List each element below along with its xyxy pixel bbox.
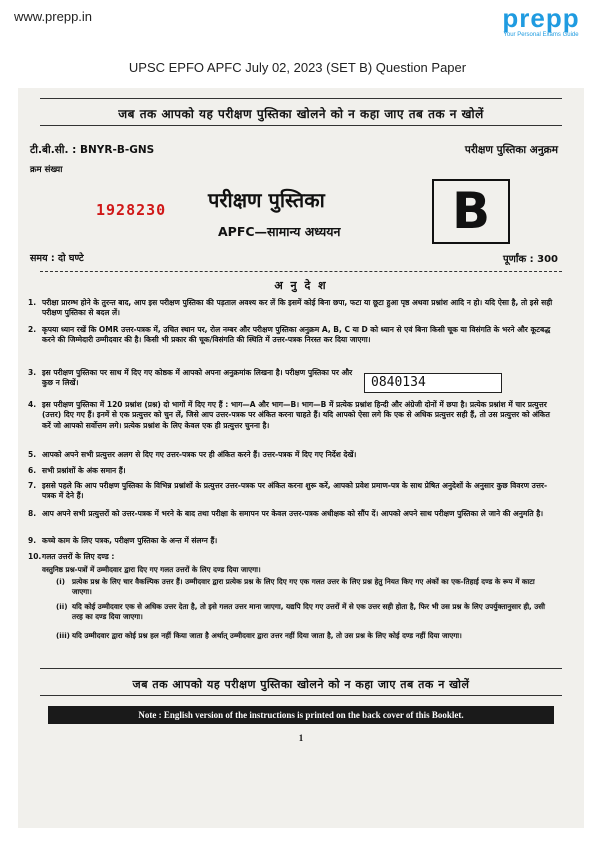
serial-number: 1928230 [96, 201, 167, 219]
instruction-text: आप अपने सभी प्रत्युत्तरों को उत्तर-पत्रक में भरने के बाद तथा परीक्षा के समापन पर केवल उत्तर-पत्रक अधीक्षक को सौंप दें। आपको अपने साथ परीक्षण पुस्तिका ले जाने की अनुमति है। [42, 509, 544, 518]
penalty-item-number: (i) [56, 577, 66, 586]
penalty-item [56, 631, 556, 641]
instruction-item [28, 298, 560, 319]
instruction-number: 10. [28, 552, 42, 561]
penalty-item-text: यदि कोई उम्मीदवार एक से अधिक उत्तर देता है, तो इसे गलत उत्तर माना जाएगा, यद्यपि दिए गए उत्तरों में से एक उत्तर सही होता है, फिर भी उस प्रश्न के लिए उपर्युक्तानुसार ही, उसी तरह का दण्ड दिया जाएगा। [72, 602, 545, 621]
instruction-number: 2. [28, 325, 37, 334]
brand-tagline: Your Personal Exams Guide [503, 32, 579, 38]
penalty-intro: वस्तुनिष्ठ प्रश्न-पत्रों में उम्मीदवार द्वारा दिए गए गलत उत्तरों के लिए दण्ड दिया जाएगा। [42, 565, 261, 574]
booklet-set-box: B [432, 179, 510, 244]
instruction-text: परीक्षा प्रारम्भ होने के तुरन्त बाद, आप इस परीक्षण पुस्तिका की पड़ताल अवश्य कर लें कि इसमें कोई बिना छपा, फटा या छूटा हुआ पृष्ठ अथवा प्रश्नांश आदि न हो। यदि ऐसा है, तो इसे सही परीक्षण पुस्तिका से बदल लें। [42, 298, 553, 318]
page-number: 1 [298, 733, 304, 743]
time-allowed: समय : दो घण्टे [30, 253, 84, 264]
instruction-number: 3. [28, 368, 37, 377]
instruction-item [28, 481, 560, 502]
divider [40, 98, 562, 99]
divider [40, 125, 562, 126]
instruction-item [28, 450, 560, 460]
instruction-text: इस परीक्षण पुस्तिका में 120 प्रश्नांश (प्रश्न) दो भागों में दिए गए हैं : भाग—A और भाग—B। भाग—B में प्रत्येक प्रश्नांश हिन्दी और अंग्रेजी दोनों में छपा है। प्रत्येक प्रश्नांश में चार प्रत्युत्तर (उत्तर) दिए गए हैं। इनमें से एक प्रत्युत्तर को चुन लें, जिसे आप उत्तर-पत्रक पर अंकित करना चाहते हैं। यदि आपको ऐसा लगे कि एक से अधिक प्रत्युत्तर सही हैं, तो उस प्रत्युत्तर को अंकित करें जो आपको सर्वोत्तम लगे। प्रत्येक प्रश्नांश के लिए केवल एक ही प्रत्युत्तर चुनना है। [42, 400, 550, 430]
subject-title: APFC—सामान्य अध्ययन [218, 224, 341, 239]
divider [40, 668, 562, 669]
brand-name: prepp [502, 3, 580, 33]
booklet-series-label: परीक्षण पुस्तिका अनुक्रम [464, 144, 558, 156]
instruction-item [28, 325, 560, 346]
instruction-number: 4. [28, 400, 37, 409]
instruction-text: इस परीक्षण पुस्तिका पर साथ में दिए गए कोष्ठक में आपको अपना अनुक्रमांक लिखना है। परीक्षण पुस्तिका पर और कुछ न लिखें। [42, 368, 353, 388]
instruction-number: 8. [28, 509, 37, 518]
booklet-code: टी.बी.सी. : BNYR-B-GNS [30, 144, 155, 156]
penalty-item [56, 577, 556, 597]
instruction-text: कृपया ध्यान रखें कि OMR उत्तर-पत्रक में, उचित स्थान पर, रोल नम्बर और परीक्षण पुस्तिका अनुक्रम A, B, C या D को ध्यान से एवं बिना किसी चूक या विसंगति के भरने और कूटबद्ध करने की जिम्मेदारी उम्मीदवार की है। किसी भी प्रकार की चूक/विसंगति की स्थिति में उत्तर-पत्रक निरस्त कर दिया जाएगा। [42, 325, 551, 345]
instruction-number: 5. [28, 450, 37, 459]
roll-number-box[interactable]: 0840134 [364, 373, 502, 393]
instruction-text: सभी प्रश्नांशों के अंक समान हैं। [42, 466, 126, 475]
english-note-banner: Note : English version of the instructions is printed on the back cover of this Booklet. [48, 706, 554, 724]
scanned-booklet-page [18, 88, 584, 828]
penalty-item [56, 602, 556, 622]
maximum-marks: पूर्णांक : 300 [502, 254, 558, 265]
instruction-item [28, 400, 560, 431]
site-url[interactable]: www.prepp.in [14, 9, 93, 24]
instruction-text: इससे पहले कि आप परीक्षण पुस्तिका के विभिन्न प्रश्नांशों के प्रत्युत्तर उत्तर-पत्रक पर अंकित करना शुरू करें, आपको प्रवेश प्रमाण-पत्र के साथ प्रेषित अनुदेशों के अनुसार कुछ विवरण उत्तर-पत्रक में देने हैं। [42, 481, 548, 501]
warning-bottom: जब तक आपको यह परीक्षण पुस्तिका खोलने को न कहा जाए तब तक न खोलें [132, 678, 470, 691]
instruction-number: 9. [28, 536, 37, 545]
instruction-text: आपको अपने सभी प्रत्युत्तर अलग से दिए गए उत्तर-पत्रक पर ही अंकित करने हैं। उत्तर-पत्रक में दिए गए निर्देश देखें। [42, 450, 357, 459]
instructions-heading: अ नु दे श [274, 279, 328, 292]
divider [40, 271, 562, 272]
instruction-item [28, 368, 358, 389]
penalty-item-number: (ii) [56, 602, 68, 611]
instruction-item [28, 509, 560, 519]
prepp-logo [494, 5, 588, 38]
instruction-number: 7. [28, 481, 37, 490]
warning-top: जब तक आपको यह परीक्षण पुस्तिका खोलने को न कहा जाए तब तक न खोलें [118, 107, 484, 121]
serial-number-label: क्रम संख्या [30, 165, 63, 175]
instruction-number: 1. [28, 298, 37, 307]
penalty-item-text: यदि उम्मीदवार द्वारा कोई प्रश्न हल नहीं किया जाता है अर्थात् उम्मीदवार द्वारा उत्तर नहीं दिया जाता है, तो उस प्रश्न के लिए कोई दण्ड नहीं दिया जाएगा। [72, 631, 462, 640]
instruction-item [28, 466, 560, 476]
penalty-item-text: प्रत्येक प्रश्न के लिए चार वैकल्पिक उत्तर हैं। उम्मीदवार द्वारा प्रत्येक प्रश्न के लिए दिए गए एक गलत उत्तर के लिए प्रश्न हेतु नियत किए गए अंकों का एक-तिहाई दण्ड के रूप में काटा जाएगा। [72, 577, 535, 596]
penalty-item-number: (iii) [56, 631, 70, 640]
instruction-item [28, 552, 560, 562]
instruction-number: 6. [28, 466, 37, 475]
instruction-item [28, 536, 560, 546]
divider [40, 695, 562, 696]
instruction-text: गलत उत्तरों के लिए दण्ड : [42, 552, 115, 561]
booklet-title: परीक्षण पुस्तिका [208, 188, 325, 212]
document-title: UPSC EPFO APFC July 02, 2023 (SET B) Question Paper [128, 60, 467, 75]
instruction-text: कच्चे काम के लिए पत्रक, परीक्षण पुस्तिका के अन्त में संलग्न हैं। [42, 536, 218, 545]
